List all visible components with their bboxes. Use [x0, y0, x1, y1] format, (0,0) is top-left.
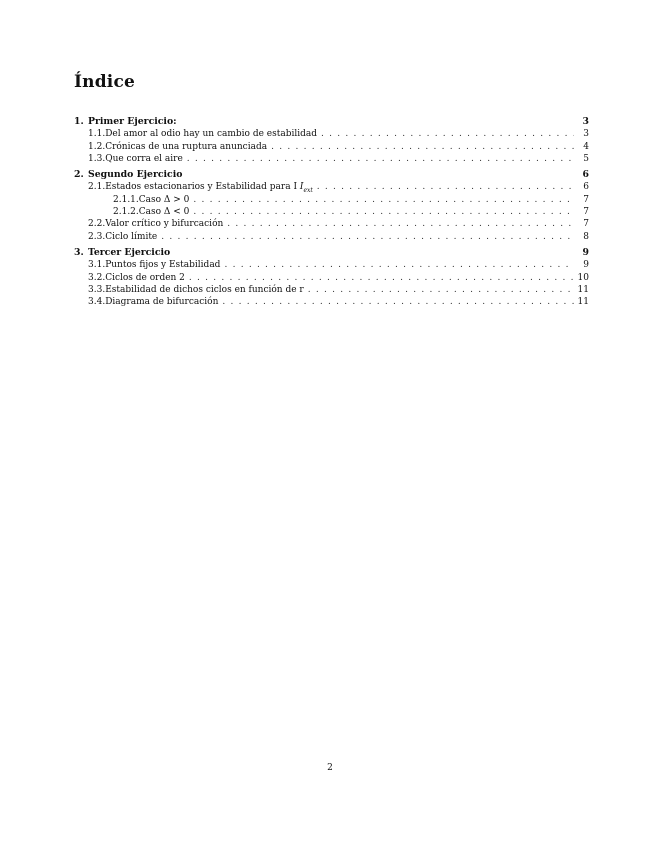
- toc-entry-page: 11: [577, 284, 589, 295]
- toc-entry-page: 9: [583, 260, 589, 271]
- toc-entry-number: 3.3.: [88, 284, 106, 295]
- toc-entry[interactable]: [74, 284, 589, 296]
- math-variable: $I_{ext}$: [299, 182, 313, 195]
- dot-leader: [161, 231, 574, 243]
- toc-entry[interactable]: [74, 218, 589, 230]
- dot-leader: [222, 296, 574, 308]
- toc-entry-title: Valor crítico y bifurcación: [105, 219, 224, 230]
- toc-entry[interactable]: [74, 141, 589, 153]
- toc-entry-section[interactable]: [74, 247, 589, 259]
- toc-entry[interactable]: [74, 128, 589, 140]
- toc-entry-title: Estados estacionarios y Estabilidad para I $I_{ext}$: [105, 182, 313, 195]
- toc-entry-page: 3: [582, 116, 589, 127]
- table-of-contents: [74, 116, 589, 312]
- toc-entry-number: 3.4.: [88, 297, 106, 308]
- toc-entry-number: 3.: [74, 246, 84, 258]
- toc-entry-title: Puntos fijos y Estabilidad: [105, 260, 221, 271]
- toc-entry-page: 4: [583, 141, 589, 152]
- toc-entry[interactable]: [74, 153, 589, 165]
- dot-leader: [187, 153, 574, 165]
- toc-entry-page: 10: [577, 272, 589, 283]
- page-number: 2: [327, 763, 333, 773]
- dot-leader: [224, 259, 574, 271]
- toc-entry-page: 6: [582, 169, 589, 181]
- toc-section-2: [74, 169, 589, 243]
- dot-leader: [308, 284, 574, 296]
- toc-entry-title: Segundo Ejercicio: [88, 169, 183, 181]
- toc-entry-page: 3: [583, 129, 589, 140]
- toc-entry-number: 2.1.: [88, 182, 106, 193]
- toc-entry-section[interactable]: [74, 116, 589, 128]
- toc-entry-page: 8: [583, 231, 589, 242]
- toc-section-3: [74, 247, 589, 308]
- toc-entry-section[interactable]: [74, 169, 589, 181]
- toc-entry-number: 2.3.: [88, 231, 106, 242]
- toc-entry-number: 3.1.: [88, 260, 106, 271]
- toc-entry[interactable]: [74, 272, 589, 284]
- toc-entry-page: 7: [583, 194, 589, 205]
- toc-entry[interactable]: [74, 206, 589, 218]
- dot-leader: [193, 206, 574, 218]
- toc-entry[interactable]: [74, 181, 589, 193]
- page-title: Índice: [74, 72, 136, 92]
- toc-entry-title: Estabilidad de dichos ciclos en función de r: [105, 284, 304, 295]
- dot-leader: [189, 272, 574, 284]
- toc-entry-page: 9: [582, 246, 589, 258]
- toc-entry-title: Del amor al odio hay un cambio de estabilidad: [105, 129, 317, 140]
- toc-entry[interactable]: [74, 231, 589, 243]
- toc-entry-title: Diagrama de bifurcación: [105, 297, 219, 308]
- toc-entry-number: 2.1.2.: [113, 207, 139, 218]
- toc-entry-title: Caso Δ < 0: [138, 207, 190, 218]
- toc-entry-title: Ciclos de orden 2: [105, 272, 185, 283]
- toc-entry-number: 1.2.: [88, 141, 106, 152]
- toc-entry-title: Crónicas de una ruptura anunciada: [105, 141, 268, 152]
- toc-entry[interactable]: [74, 259, 589, 271]
- toc-entry-number: 3.2.: [88, 272, 106, 283]
- dot-leader: [227, 218, 574, 230]
- toc-section-1: [74, 116, 589, 165]
- toc-entry-number: 2.1.1.: [113, 194, 139, 205]
- toc-entry-number: 2.: [74, 169, 84, 181]
- dot-leader: [271, 141, 574, 153]
- toc-entry-page: 7: [583, 219, 589, 230]
- dot-leader: [317, 181, 574, 193]
- dot-leader: [321, 128, 574, 140]
- toc-entry[interactable]: [74, 194, 589, 206]
- toc-entry-title: Ciclo límite: [105, 231, 158, 242]
- toc-entry-number: 1.1.: [88, 129, 106, 140]
- toc-entry-number: 1.3.: [88, 153, 106, 164]
- toc-entry-page: 7: [583, 207, 589, 218]
- toc-entry-number: 1.: [74, 116, 84, 127]
- toc-entry-page: 11: [577, 297, 589, 308]
- toc-entry-title: Tercer Ejercicio: [88, 246, 171, 258]
- toc-entry-title: Que corra el aire: [105, 153, 183, 164]
- toc-entry-title: Primer Ejercicio:: [88, 116, 177, 127]
- toc-entry-page: 6: [583, 182, 589, 193]
- toc-entry-page: 5: [583, 153, 589, 164]
- toc-entry-number: 2.2.: [88, 219, 106, 230]
- toc-entry-title: Caso Δ > 0: [138, 194, 190, 205]
- toc-entry[interactable]: [74, 296, 589, 308]
- dot-leader: [193, 194, 574, 206]
